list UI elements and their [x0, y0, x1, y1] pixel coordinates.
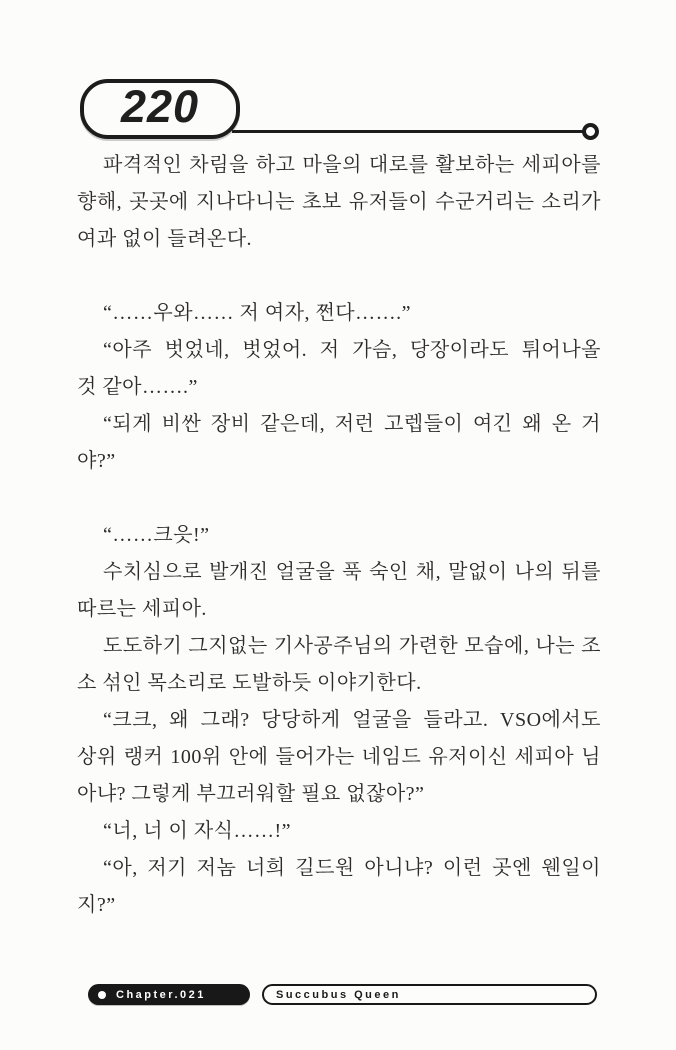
page-number-badge [80, 79, 240, 139]
text-line: “……크읏!” [103, 524, 210, 546]
text-line: 따르는 세피아. [77, 598, 207, 620]
footer-dot-icon [98, 991, 106, 999]
text-line: 야?” [77, 450, 116, 472]
text-line: “아, 저기 저놈 너희 길드원 아니냐? 이런 곳엔 웬일이 [103, 857, 601, 879]
chapter-label: Chapter.021 [116, 988, 206, 1001]
chapter-badge [88, 984, 250, 1005]
text-line: “……우와…… 저 여자, 쩐다…….” [103, 302, 411, 324]
text-line: 상위 랭커 100위 안에 들어가는 네임드 유저이신 세피아 님 [77, 746, 601, 768]
page-header [0, 0, 676, 150]
page-footer [0, 980, 676, 1020]
header-rule [232, 130, 583, 133]
text-block [77, 147, 601, 924]
text-line: 향해, 곳곳에 지나다니는 초보 유저들이 수군거리는 소리가 [77, 191, 601, 213]
blank-line [77, 258, 601, 295]
text-line: 파격적인 차림을 하고 마을의 대로를 활보하는 세피아를 [103, 154, 601, 176]
text-line: 도도하기 그지없는 기사공주님의 가련한 모습에, 나는 조 [103, 635, 601, 657]
text-line: 지?” [77, 894, 116, 916]
line-end-ring-icon [582, 123, 599, 140]
text-line: 것 같아…….” [77, 376, 198, 398]
book-title-badge [262, 984, 597, 1005]
page-number: 220 [120, 81, 200, 132]
blank-line [77, 480, 601, 517]
text-line: “크크, 왜 그래? 당당하게 얼굴을 들라고. VSO에서도 [103, 709, 601, 731]
text-line: 여과 없이 들려온다. [77, 228, 253, 250]
text-line: 소 섞인 목소리로 도발하듯 이야기한다. [77, 672, 422, 694]
text-line: 수치심으로 발개진 얼굴을 푹 숙인 채, 말없이 나의 뒤를 [103, 561, 601, 583]
text-line: “되게 비싼 장비 같은데, 저런 고렙들이 여긴 왜 온 거 [103, 413, 601, 435]
text-line: 아냐? 그렇게 부끄러워할 필요 없잖아?” [77, 783, 425, 805]
book-title-label: Succubus Queen [276, 988, 401, 1001]
text-line: “아주 벗었네, 벗었어. 저 가슴, 당장이라도 튀어나올 [103, 339, 601, 361]
text-line: “너, 너 이 자식……!” [103, 820, 292, 842]
